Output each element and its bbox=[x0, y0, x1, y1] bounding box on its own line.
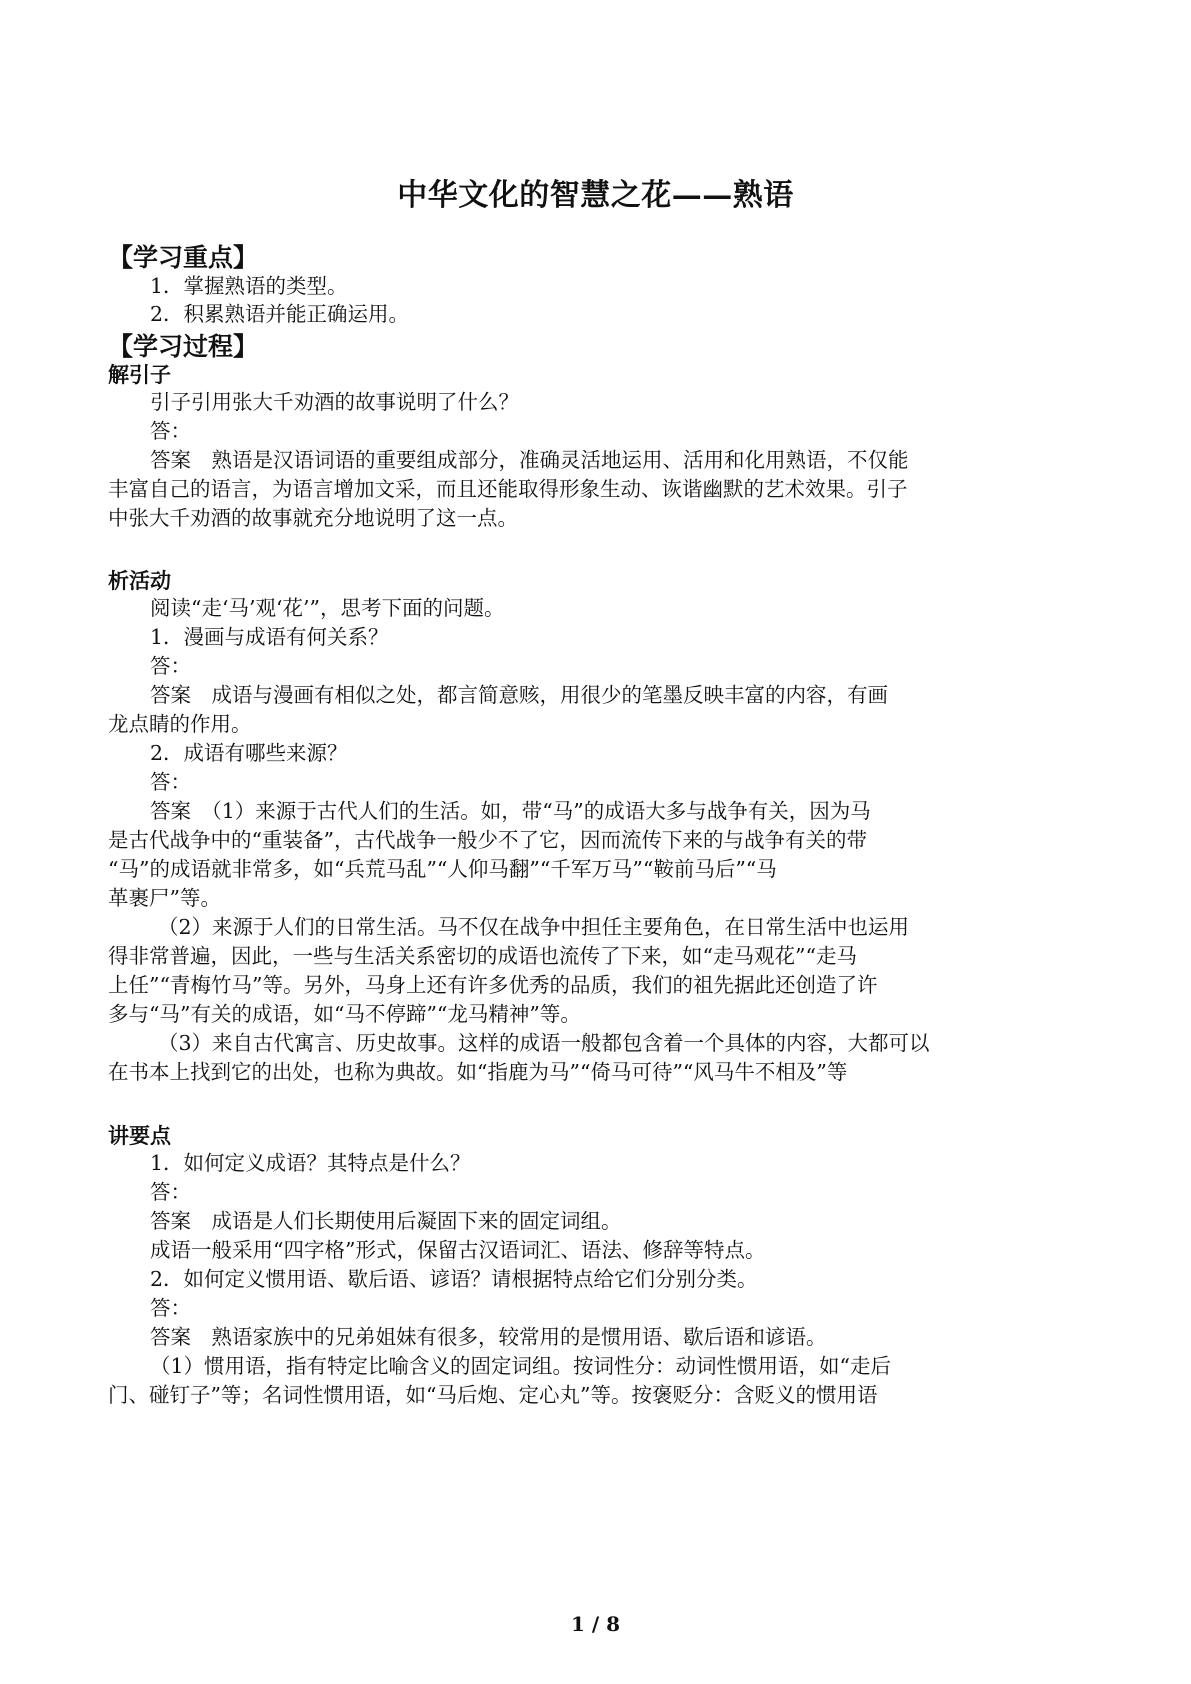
activity-line: 阅读“走‘马’观‘花’”，思考下面的问题。 bbox=[150, 596, 505, 620]
activity-line: 龙点睛的作用。 bbox=[108, 712, 252, 736]
subsection-heading-intro: 解引子 bbox=[108, 363, 171, 387]
activity-line: 上任”“青梅竹马”等。另外，马身上还有许多优秀的品质，我们的祖先据此还创造了许 bbox=[108, 973, 878, 997]
points-line: （1）惯用语，指有特定比喻含义的固定词组。按词性分：动词性惯用语，如“走后 bbox=[150, 1354, 892, 1378]
page-number: 1 / 8 bbox=[570, 1612, 621, 1636]
intro-line: 引子引用张大千劝酒的故事说明了什么？ bbox=[150, 390, 519, 414]
activity-line: 答案 （1）来源于古代人们的生活。如，带“马”的成语大多与战争有关，因为马 bbox=[150, 799, 871, 823]
section-heading-process: 【学习过程】 bbox=[108, 332, 259, 361]
intro-line: 中张大千劝酒的故事就充分地说明了这一点。 bbox=[108, 506, 518, 530]
page-title: 中华文化的智慧之花——熟语 bbox=[397, 178, 794, 213]
points-line: 答： bbox=[150, 1180, 191, 1204]
activity-line: “马”的成语就非常多，如“兵荒马乱”“人仰马翻”“千军万马”“鞍前马后”“马 bbox=[108, 857, 777, 881]
subsection-heading-points: 讲要点 bbox=[108, 1124, 171, 1148]
activity-line: 革裹尸”等。 bbox=[108, 886, 221, 910]
focus-item: 1．掌握熟语的类型。 bbox=[150, 274, 348, 298]
activity-line: 答案 成语与漫画有相似之处，都言简意赅，用很少的笔墨反映丰富的内容，有画 bbox=[150, 683, 888, 707]
points-line: 1．如何定义成语？其特点是什么？ bbox=[150, 1151, 471, 1175]
intro-line: 答： bbox=[150, 419, 191, 443]
intro-line: 答案 熟语是汉语词语的重要组成部分，准确灵活地运用、活用和化用熟语，不仅能 bbox=[150, 448, 909, 472]
activity-line: 1．漫画与成语有何关系？ bbox=[150, 625, 389, 649]
section-heading-focus: 【学习重点】 bbox=[108, 243, 259, 272]
points-line: 答案 成语是人们长期使用后凝固下来的固定词组。 bbox=[150, 1209, 622, 1233]
activity-line: 得非常普遍，因此，一些与生活关系密切的成语也流传了下来，如“走马观花”“走马 bbox=[108, 944, 857, 968]
activity-line: 是古代战争中的“重装备”，古代战争一般少不了它，因而流传下来的与战争有关的带 bbox=[108, 828, 867, 852]
activity-line: 2．成语有哪些来源？ bbox=[150, 741, 348, 765]
activity-line: 多与“马”有关的成语，如“马不停蹄”“龙马精神”等。 bbox=[108, 1002, 581, 1026]
activity-line: （2）来源于人们的日常生活。马不仅在战争中担任主要角色，在日常生活中也运用 bbox=[158, 915, 910, 939]
points-line: 答： bbox=[150, 1296, 191, 1320]
activity-line: 答： bbox=[150, 770, 191, 794]
points-line: 门、碰钉子”等；名词性惯用语，如“马后炮、定心丸”等。按褒贬分：含贬义的惯用语 bbox=[108, 1383, 878, 1407]
activity-line: （3）来自古代寓言、历史故事。这样的成语一般都包含着一个具体的内容，大都可以 bbox=[158, 1031, 930, 1055]
focus-item: 2．积累熟语并能正确运用。 bbox=[150, 302, 410, 326]
points-line: 成语一般采用“四字格”形式，保留古汉语词汇、语法、修辞等特点。 bbox=[150, 1238, 766, 1262]
activity-line: 答： bbox=[150, 654, 191, 678]
activity-line: 在书本上找到它的出处，也称为典故。如“指鹿为马”“倚马可待”“风马牛不相及”等 bbox=[108, 1060, 848, 1084]
points-line: 答案 熟语家族中的兄弟姐妹有很多，较常用的是惯用语、歇后语和谚语。 bbox=[150, 1325, 827, 1349]
intro-line: 丰富自己的语言，为语言增加文采，而且还能取得形象生动、诙谐幽默的艺术效果。引子 bbox=[108, 477, 908, 501]
subsection-heading-activity: 析活动 bbox=[108, 569, 171, 593]
points-line: 2．如何定义惯用语、歇后语、谚语？请根据特点给它们分别分类。 bbox=[150, 1267, 758, 1291]
